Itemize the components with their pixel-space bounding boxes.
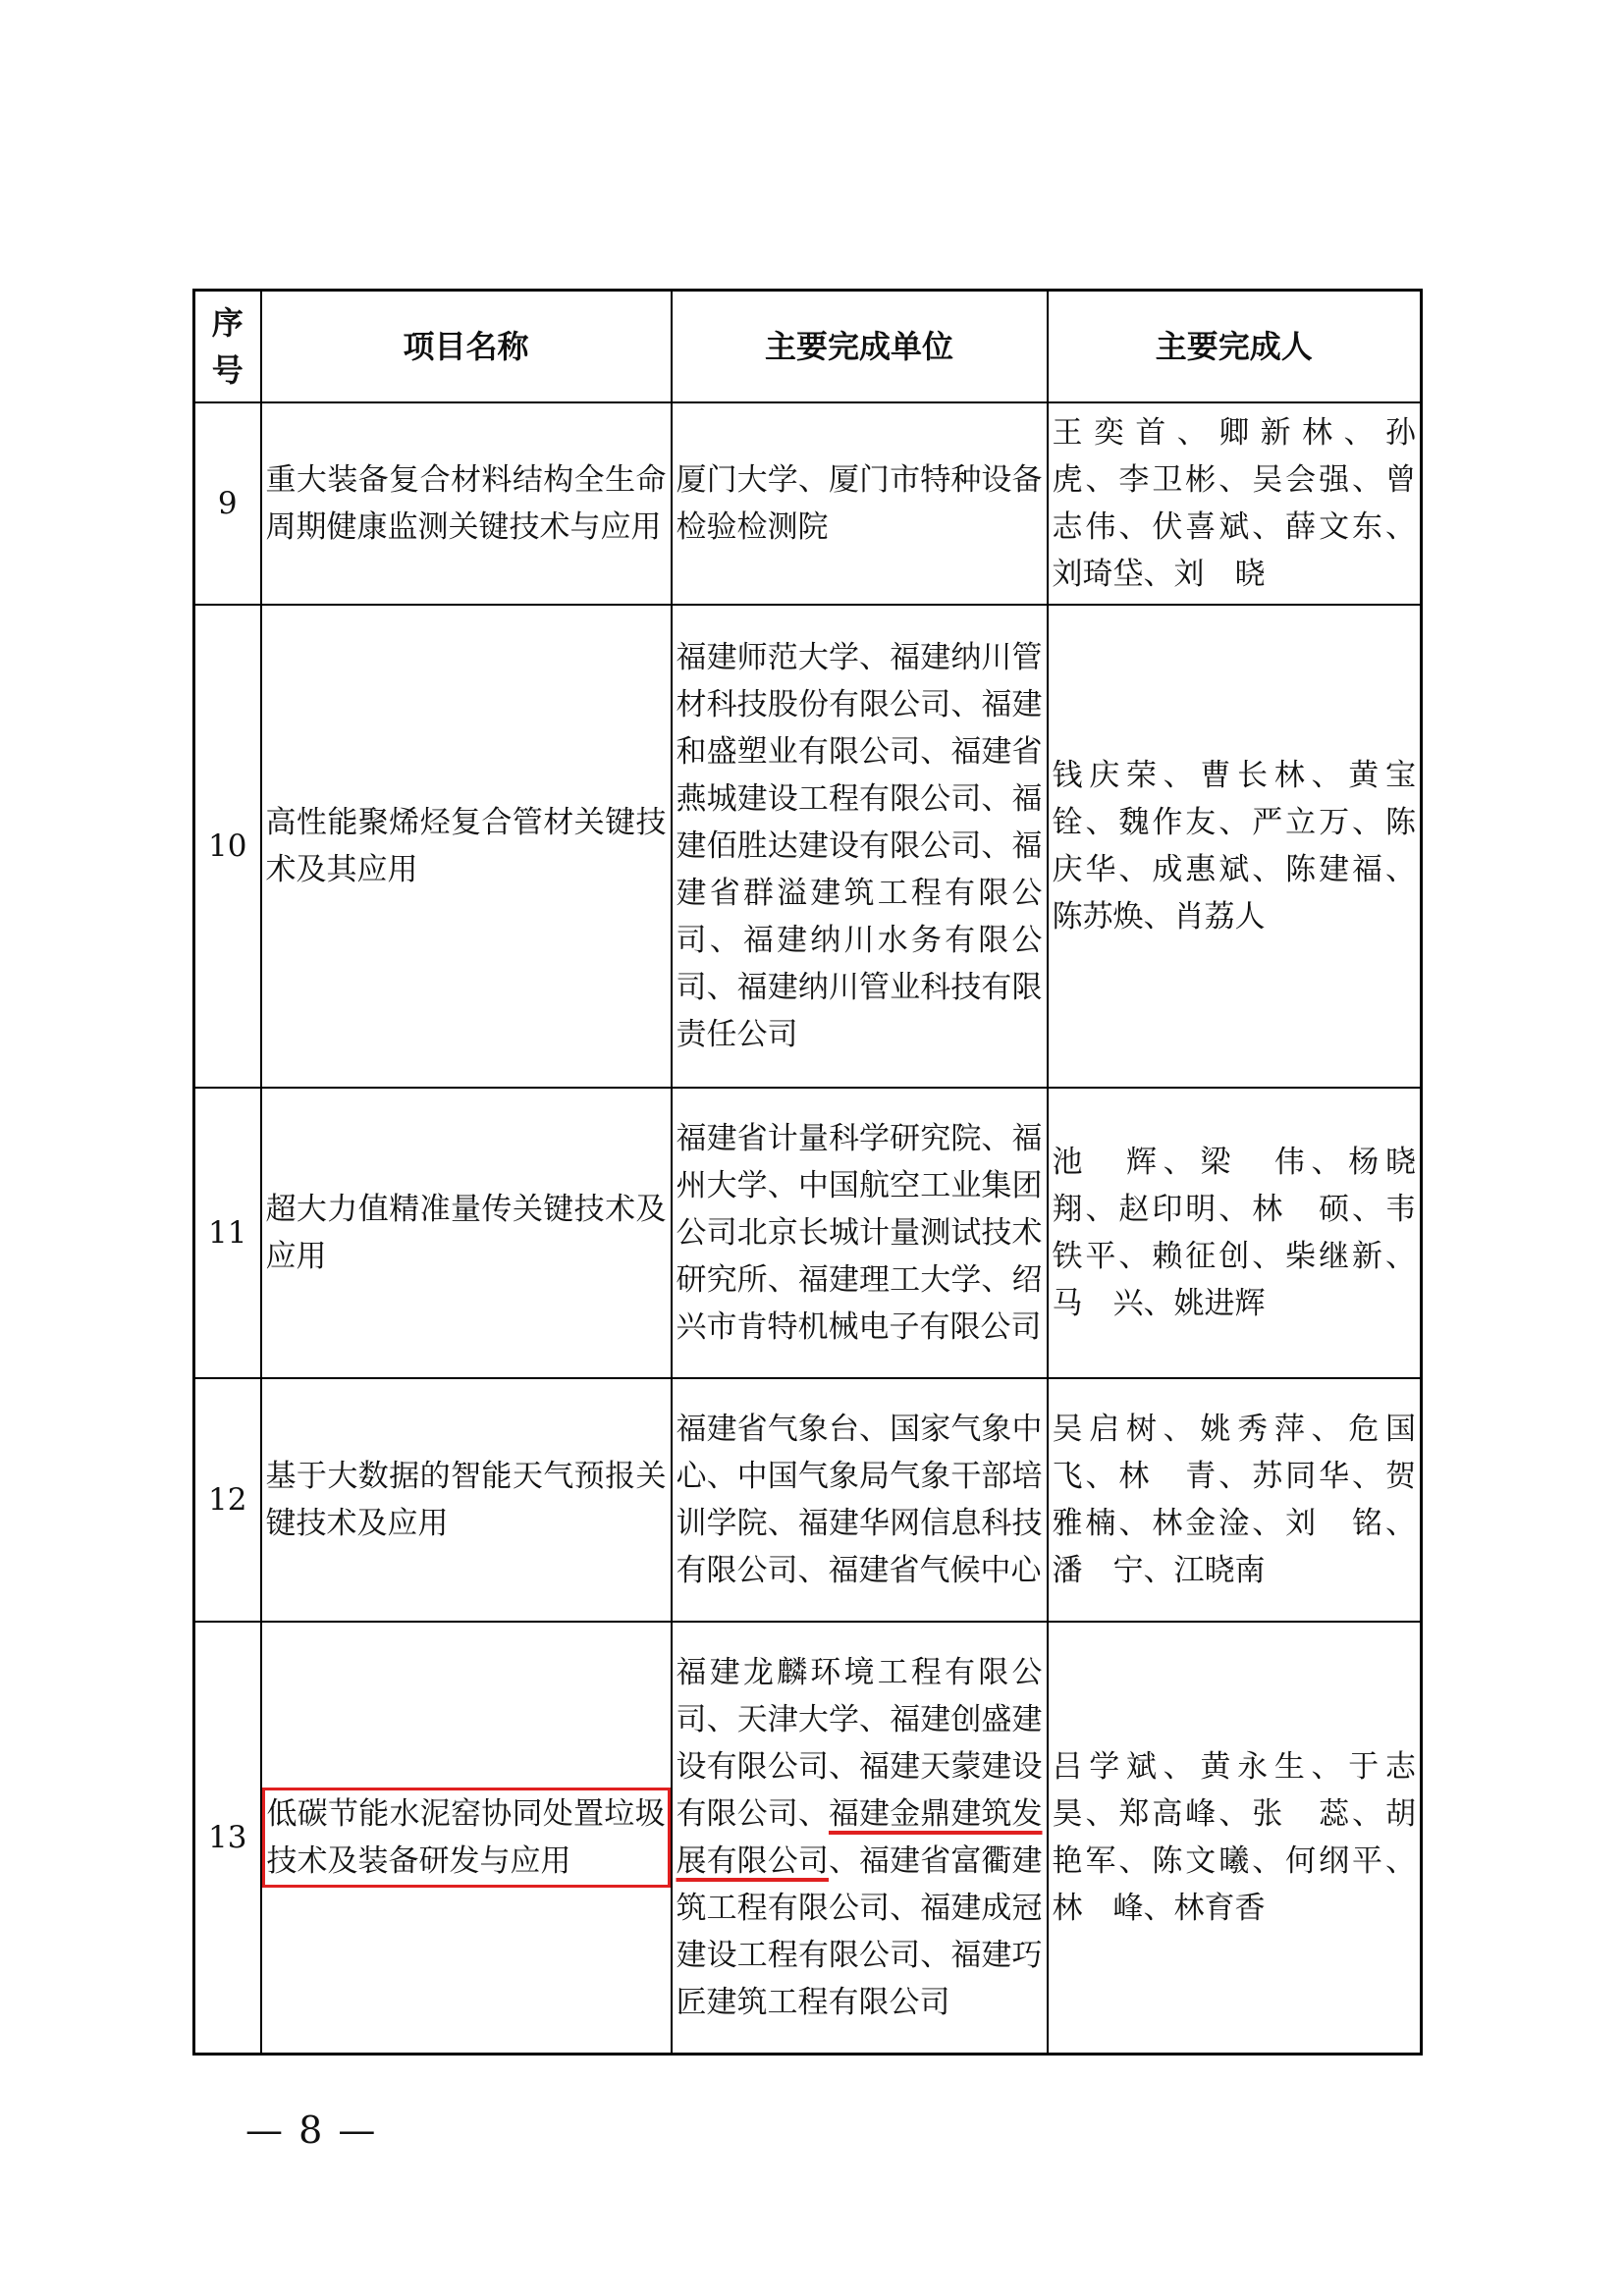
project-name: 重大装备复合材料结构全生命周期健康监测关键技术与应用 bbox=[261, 402, 672, 605]
row-number: 13 bbox=[194, 1622, 261, 2054]
completion-units: 福建省计量科学研究院、福州大学、中国航空工业集团公司北京长城计量测试技术研究所、福建理工大学、绍兴市肯特机械电子有限公司 bbox=[672, 1088, 1048, 1378]
row-number: 11 bbox=[194, 1088, 261, 1378]
completion-people: 池 辉、梁 伟、杨晓翔、赵印明、林 硕、韦铁平、赖征创、柴继新、马 兴、姚进辉 bbox=[1048, 1088, 1422, 1378]
project-name: 超大力值精准量传关键技术及应用 bbox=[261, 1088, 672, 1378]
table-row bbox=[194, 605, 1422, 1088]
table-row bbox=[194, 1622, 1422, 2054]
completion-units: 福建师范大学、福建纳川管材科技股份有限公司、福建和盛塑业有限公司、福建省燕城建设工程有限公司、福建佰胜达建设有限公司、福建省群溢建筑工程有限公司、福建纳川水务有限公司、福建纳川管业科技有限责任公司 bbox=[672, 605, 1048, 1088]
table-header-row bbox=[194, 291, 1422, 403]
table-row bbox=[194, 1088, 1422, 1378]
completion-units: 厦门大学、厦门市特种设备检验检测院 bbox=[672, 402, 1048, 605]
completion-people: 吴启树、姚秀萍、危国飞、林 青、苏同华、贺雅楠、林金淦、刘 铭、潘 宁、江晓南 bbox=[1048, 1378, 1422, 1622]
red-underlined-unit: 福建金鼎建筑发展有限公司 bbox=[676, 1795, 1043, 1879]
project-name-highlighted bbox=[261, 1622, 672, 2054]
awards-table bbox=[192, 289, 1446, 2056]
header-people: 主要完成人 bbox=[1048, 291, 1422, 403]
page-number: — 8 — bbox=[245, 2109, 378, 2152]
project-name: 基于大数据的智能天气预报关键技术及应用 bbox=[261, 1378, 672, 1622]
table-row bbox=[194, 1378, 1422, 1622]
completion-people: 王奕首、卿新林、孙 虎、李卫彬、吴会强、曾志伟、伏喜斌、薛文东、刘琦垈、刘 晓 bbox=[1048, 402, 1422, 605]
header-no: 序号 bbox=[194, 291, 261, 403]
row-number: 10 bbox=[194, 605, 261, 1088]
row-number: 12 bbox=[194, 1378, 261, 1622]
row-number: 9 bbox=[194, 402, 261, 605]
units-text-before: 福建龙麟环境工程有限公司、天津大学、福建创盛建设有限公司、福建天蒙建设有限公司、 bbox=[676, 1654, 1043, 1832]
project-name: 高性能聚烯烃复合管材关键技术及其应用 bbox=[261, 605, 672, 1088]
completion-people: 钱庆荣、曹长林、黄宝铨、魏作友、严立万、陈庆华、成惠斌、陈建福、陈苏焕、肖荔人 bbox=[1048, 605, 1422, 1088]
completion-people: 吕学斌、黄永生、于志昊、郑高峰、张 蕊、胡艳军、陈文曦、何纲平、林 峰、林育香 bbox=[1048, 1622, 1422, 2054]
header-units: 主要完成单位 bbox=[672, 291, 1048, 403]
completion-units: 福建省气象台、国家气象中心、中国气象局气象干部培训学院、福建华网信息科技有限公司、福建省气候中心 bbox=[672, 1378, 1048, 1622]
header-project-name: 项目名称 bbox=[261, 291, 672, 403]
completion-units bbox=[672, 1622, 1048, 2054]
table-row bbox=[194, 402, 1422, 605]
units-text-after: 、福建省富衢建筑工程有限公司、福建成冠建设工程有限公司、福建巧匠建筑工程有限公司 bbox=[676, 1842, 1043, 2020]
red-highlight-box: 低碳节能水泥窑协同处置垃圾技术及装备研发与应用 bbox=[262, 1788, 671, 1888]
